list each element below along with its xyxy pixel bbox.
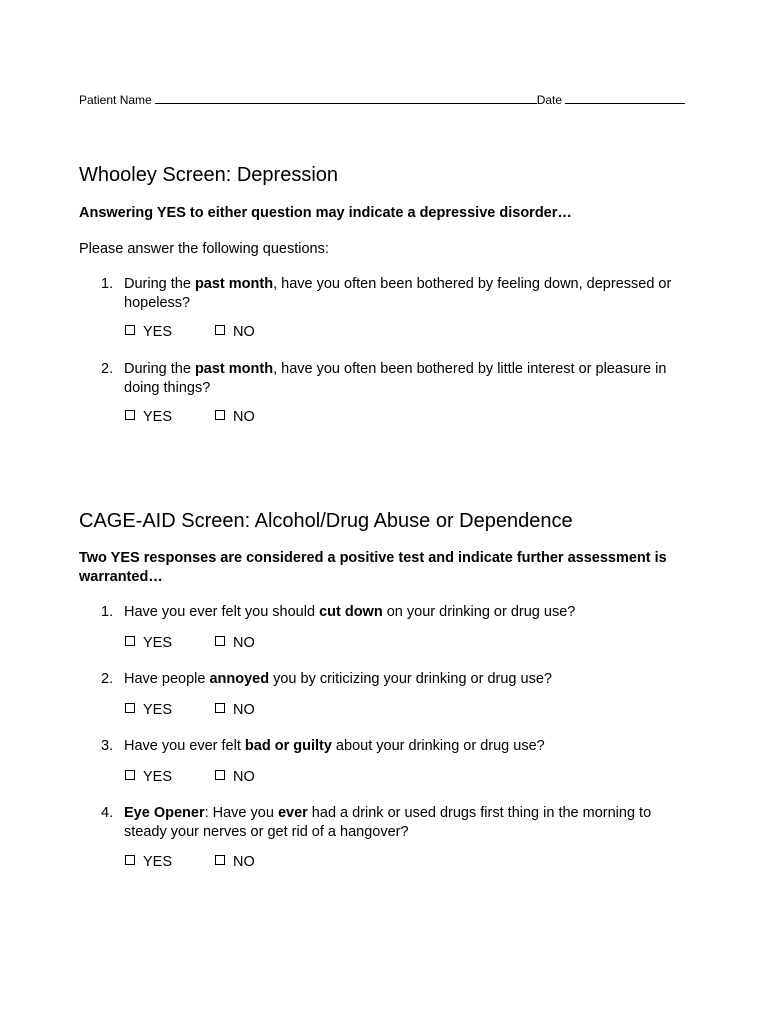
checkbox-icon[interactable] [215,636,225,646]
whooley-instruction: Please answer the following questions: [79,241,329,257]
checkbox-icon[interactable] [215,855,225,865]
checkbox-icon[interactable] [125,410,135,420]
no-label: NO [233,324,255,340]
yes-label: YES [143,324,173,340]
no-label: NO [233,635,255,651]
no-checkbox[interactable] [215,408,255,427]
question-emphasis: Eye Opener [124,805,205,821]
checkbox-icon[interactable] [215,325,225,335]
checkbox-icon[interactable] [125,325,135,335]
cage-answer-2 [125,701,255,720]
yes-label: YES [143,854,173,870]
checkbox-icon[interactable] [215,770,225,780]
question-text: on your drinking or drug use? [382,604,576,620]
question-text: , have you often been bothered by little interest or pleasure in doing things? [124,361,667,396]
cage-answer-3 [125,768,255,787]
no-checkbox[interactable] [215,768,255,787]
cage-title: CAGE-AID Screen: Alcohol/Drug Abuse or Dependence [79,510,573,532]
no-checkbox[interactable] [215,323,255,342]
yes-label: YES [143,702,173,718]
no-label: NO [233,854,255,870]
cage-question-1 [101,603,681,622]
yes-checkbox[interactable] [125,768,215,787]
question-text: Have people [124,671,210,687]
question-number: 4. [101,805,114,821]
checkbox-icon[interactable] [125,770,135,780]
patient-name-label: Patient Name [79,93,152,107]
whooley-question-1 [101,275,681,312]
question-number: 2. [101,671,114,687]
cage-note: Two YES responses are considered a positive test and indicate further assessment is warranted… [79,550,667,585]
yes-checkbox[interactable] [125,634,215,653]
question-number: 3. [101,738,114,754]
question-number: 1. [101,604,114,620]
yes-checkbox[interactable] [125,408,215,427]
cage-answer-4 [125,853,255,872]
question-emphasis: ever [277,805,308,821]
yes-checkbox[interactable] [125,323,215,342]
question-text: : Have you [204,805,278,821]
no-checkbox[interactable] [215,634,255,653]
question-emphasis: past month [194,276,274,292]
checkbox-icon[interactable] [125,855,135,865]
yes-label: YES [143,409,173,425]
question-emphasis: annoyed [209,671,270,687]
whooley-question-2 [101,360,681,397]
no-checkbox[interactable] [215,701,255,720]
cage-answer-1 [125,634,255,653]
no-checkbox[interactable] [215,853,255,872]
question-emphasis: past month [194,361,274,377]
yes-label: YES [143,635,173,651]
date-label: Date [536,93,563,107]
checkbox-icon[interactable] [125,703,135,713]
question-emphasis: cut down [319,604,383,620]
date-field[interactable] [565,92,685,104]
question-emphasis: bad or guilty [244,738,332,754]
question-text: During the [124,276,195,292]
question-text: you by criticizing your drinking or drug use? [269,671,552,687]
question-number: 2. [101,361,114,377]
whooley-answer-1 [125,323,255,342]
question-text: about your drinking or drug use? [331,738,545,754]
no-label: NO [233,769,255,785]
yes-checkbox[interactable] [125,853,215,872]
no-label: NO [233,702,255,718]
yes-checkbox[interactable] [125,701,215,720]
whooley-note: Answering YES to either question may indicate a depressive disorder… [79,205,572,221]
question-text: , have you often been bothered by feeling down, depressed or hopeless? [124,276,672,311]
whooley-answer-2 [125,408,255,427]
question-text: Have you ever felt [124,738,245,754]
question-text: had a drink or used drugs first thing in the morning to steady your nerves or get rid of a hangover? [124,805,652,840]
whooley-title: Whooley Screen: Depression [79,164,339,186]
patient-name-field[interactable] [155,92,537,104]
cage-question-3 [101,737,681,756]
patient-header [79,92,689,108]
question-text: During the [124,361,195,377]
cage-question-4 [101,804,681,841]
question-text: Have you ever felt you should [124,604,320,620]
cage-question-2 [101,670,681,689]
checkbox-icon[interactable] [215,703,225,713]
checkbox-icon[interactable] [215,410,225,420]
no-label: NO [233,409,255,425]
checkbox-icon[interactable] [125,636,135,646]
yes-label: YES [143,769,173,785]
question-number: 1. [101,276,114,292]
